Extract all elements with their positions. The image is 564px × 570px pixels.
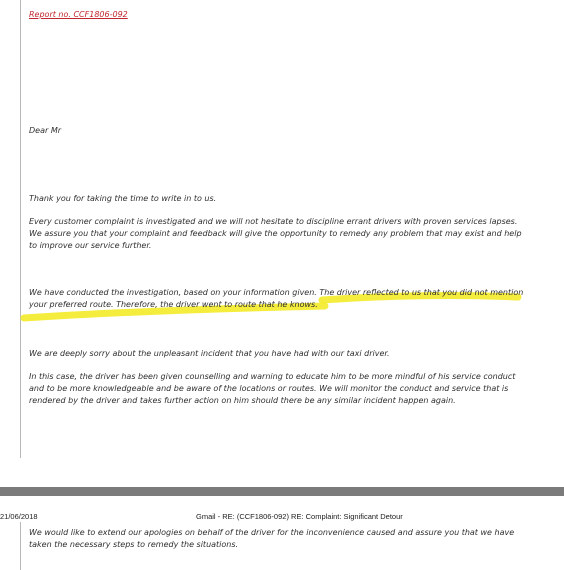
paragraph-apology: We are deeply sorry about the unpleasant incident that you have had with our taxi driver. <box>29 349 390 358</box>
page-break-band <box>0 487 564 496</box>
paragraph-complaint-policy: Every customer complaint is investigated and we will not hesitate to discipline errant drivers with proven services lapses. We assure you that your complaint and feedback will give the opportunity to remedy any problem that may exist and help to improve our service further. <box>29 217 522 250</box>
paragraph-investigation: We have conducted the investigation, based on your information given. The driver reflected to us that you did not mention your preferred route. Therefore, the driver went to route that he knows. <box>29 288 524 309</box>
margin-rule <box>20 522 21 570</box>
paragraph-thanks: Thank you for taking the time to write in to us. <box>29 194 217 203</box>
paragraph-continuation: We would like to extend our apologies on behalf of the driver for the inconvenience caused and assure you that we have taken the necessary steps to remedy the situations. <box>29 528 515 549</box>
print-title: Gmail - RE: (CCF1806-092) RE: Complaint: Significant Detour <box>196 512 403 521</box>
report-number-link[interactable]: Report no. CCF1806-092 <box>29 10 128 19</box>
paragraph-counselling: In this case, the driver has been given counselling and warning to educate him to be more mindful of his service conduct and to be more knowledgeable and be aware of the locations or routes. We will monitor the conduct and service that is rendered by the driver and takes further action on him should there be any similar incident happen again. <box>29 372 516 405</box>
greeting: Dear Mr <box>29 126 62 135</box>
print-date: 21/06/2018 <box>0 512 38 521</box>
margin-rule <box>20 0 21 458</box>
